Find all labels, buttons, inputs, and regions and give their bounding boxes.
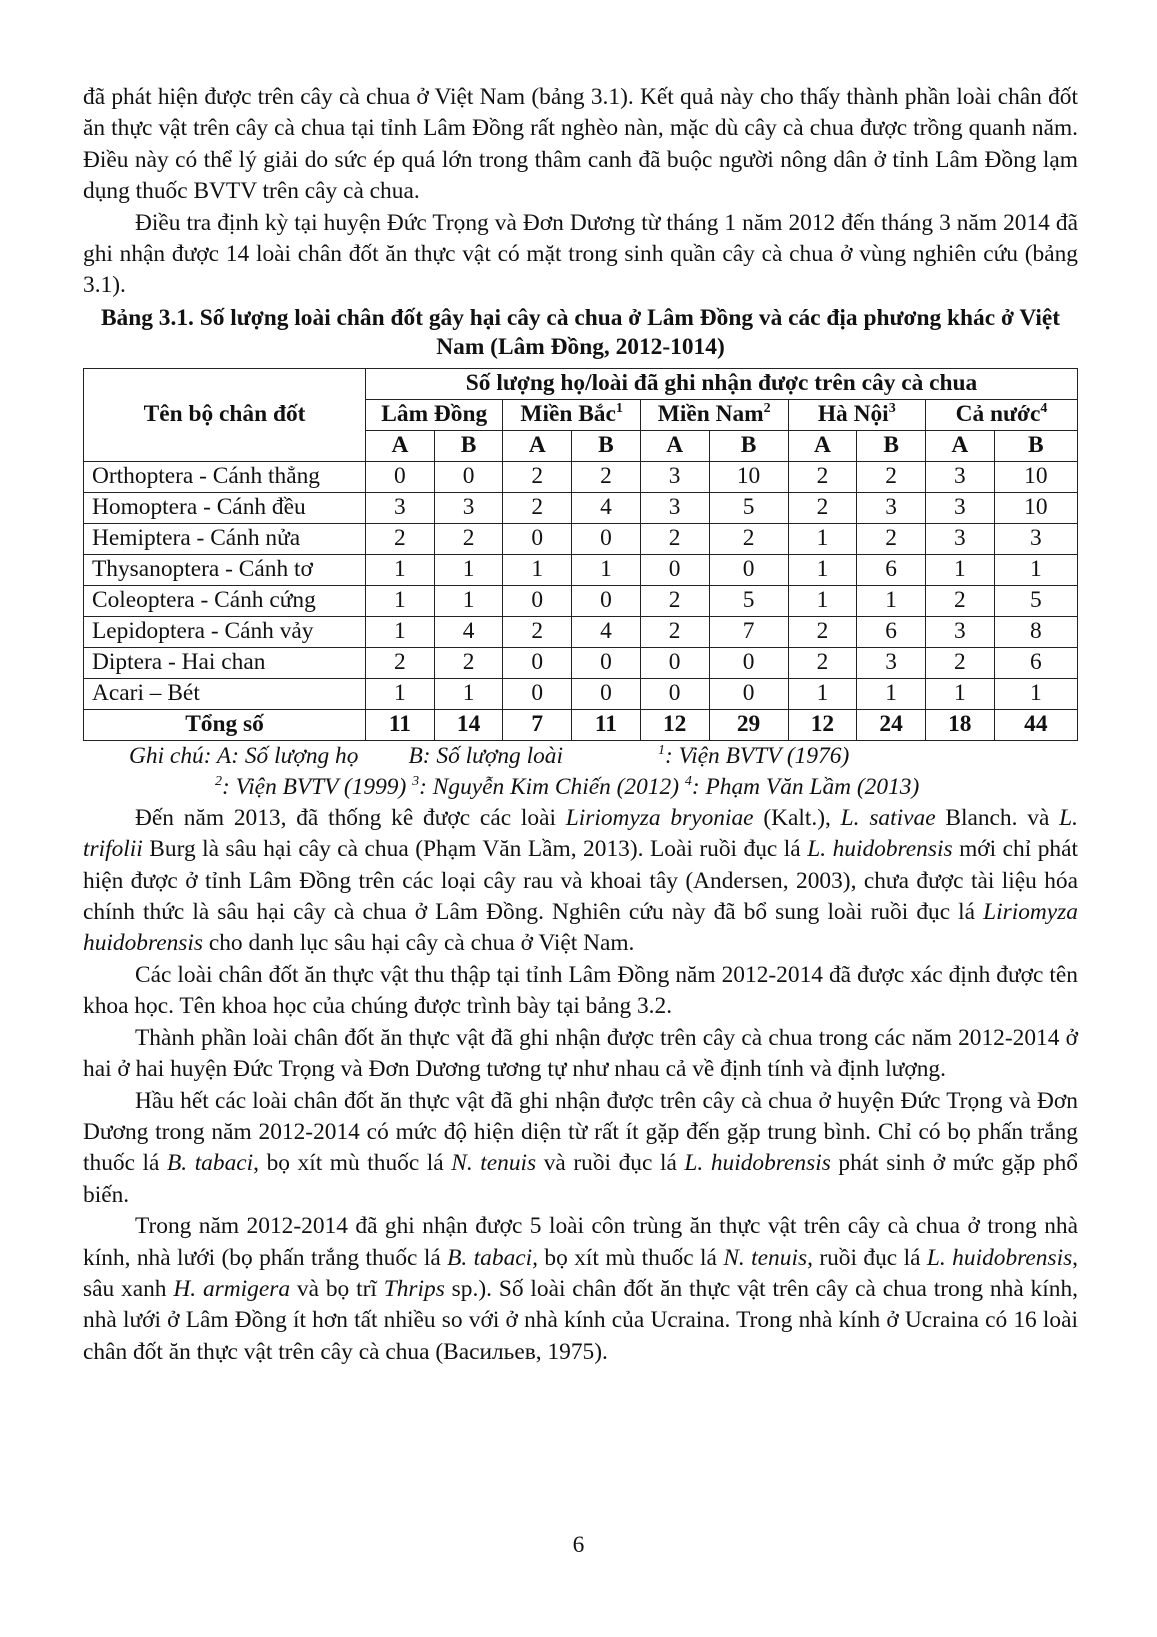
- region-header: Miền Nam$^2$: [640, 399, 788, 430]
- table-cell: 3: [640, 492, 709, 523]
- table-cell: 12: [788, 709, 857, 740]
- table-cell: 6: [994, 647, 1077, 678]
- table-cell: 2: [503, 492, 572, 523]
- table-cell: 1: [366, 554, 435, 585]
- table-cell: 0: [640, 647, 709, 678]
- row-name: Homoptera - Cánh đều: [84, 492, 366, 523]
- table-cell: 7: [503, 709, 572, 740]
- table-cell: 3: [857, 492, 926, 523]
- table-body: [84, 461, 1078, 740]
- table-cell: 1: [788, 554, 857, 585]
- table-cell: 1: [925, 554, 994, 585]
- table-cell: 1: [994, 554, 1077, 585]
- paragraph-composition: Thành phần loài chân đốt ăn thực vật đã ghi nhận được trên cây cà chua trong các năm 2012-2014 ở hai ở hai huyện Đức Trọng và Đơn Dương tương tự như nhau cả về định tính và định lượng.: [83, 1024, 1078, 1083]
- table-cell: 2: [640, 523, 709, 554]
- table-cell: 5: [994, 585, 1077, 616]
- table-caption: Bảng 3.1. Số lượng loài chân đốt gây hại cây cà chua ở Lâm Đồng và các địa phương khác ở Việt Nam (Lâm Đồng, 2012-1014): [100, 304, 1061, 360]
- table-cell: 3: [925, 461, 994, 492]
- table-cell: 0: [503, 523, 572, 554]
- table-row: [84, 678, 1078, 709]
- table-cell: 0: [503, 678, 572, 709]
- table-cell: 6: [857, 616, 926, 647]
- table-cell: 8: [994, 616, 1077, 647]
- table-notes: [83, 741, 1078, 803]
- table-cell: 0: [640, 554, 709, 585]
- table-cell: 4: [434, 616, 503, 647]
- row-name: Lepidoptera - Cánh vảy: [84, 616, 366, 647]
- table-cell: 2: [640, 585, 709, 616]
- region-header: Miền Bắc$^1$: [503, 399, 640, 430]
- table-row: [84, 461, 1078, 492]
- table-cell: 44: [994, 709, 1077, 740]
- table-cell: 14: [434, 709, 503, 740]
- table-cell: 0: [434, 461, 503, 492]
- table-cell: 2: [788, 461, 857, 492]
- species-count-table: [83, 368, 1078, 741]
- table-cell: 5: [709, 585, 788, 616]
- paragraph-liriomyza: Đến năm 2013, đã thống kê được các loài Liriomyza bryoniae (Kalt.), L. sativae Blanch. và L. trifolii Burg là sâu hại cây cà chua (Phạm Văn Lầm, 2013). Loài ruồi đục lá L. huidobrensis mới chỉ phát hiện được ở tỉnh Lâm Đồng trên các loại cây rau và khoai tây (Andersen, 2003), chưa được tài liệu hóa chính thức là sâu hại cây cà chua ở Lâm Đồng. Nghiên cứu này đã bổ sung loài ruồi đục lá Liriomyza huidobrensis cho danh lục sâu hại cây cà chua ở Việt Nam.: [83, 804, 1078, 957]
- table-cell: 18: [925, 709, 994, 740]
- table-cell: 3: [925, 523, 994, 554]
- table-cell: 2: [788, 616, 857, 647]
- table-cell: 11: [572, 709, 641, 740]
- sub-header: B: [434, 430, 503, 461]
- note-line-1: [83, 741, 1078, 772]
- sub-header: A: [788, 430, 857, 461]
- sub-header: A: [503, 430, 572, 461]
- table-cell: 1: [366, 585, 435, 616]
- table-cell: 0: [709, 678, 788, 709]
- sub-header: B: [572, 430, 641, 461]
- table-cell: 3: [366, 492, 435, 523]
- table-cell: 7: [709, 616, 788, 647]
- table-cell: 1: [925, 678, 994, 709]
- table-cell: 0: [503, 647, 572, 678]
- sub-header: A: [366, 430, 435, 461]
- sub-header: B: [709, 430, 788, 461]
- row-name: Thysanoptera - Cánh tơ: [84, 554, 366, 585]
- table-cell: 1: [788, 678, 857, 709]
- table-cell: 2: [572, 461, 641, 492]
- note-ref-3: : Nguyễn Kim Chiến (2012): [419, 773, 679, 800]
- table-cell: 1: [434, 554, 503, 585]
- note-sup-2: 2: [215, 773, 222, 789]
- note-sup-3: 3: [412, 773, 420, 789]
- table-cell: 3: [640, 461, 709, 492]
- table-cell: 4: [572, 616, 641, 647]
- table-cell: 10: [709, 461, 788, 492]
- sub-header: B: [857, 430, 926, 461]
- table-cell: 29: [709, 709, 788, 740]
- table-row: [84, 585, 1078, 616]
- table-cell: 2: [788, 492, 857, 523]
- table-cell: 1: [434, 585, 503, 616]
- header-group: Số lượng họ/loài đã ghi nhận được trên cây cà chua: [366, 368, 1078, 399]
- region-header: Cả nước$^4$: [925, 399, 1077, 430]
- table-cell: 2: [434, 523, 503, 554]
- table-cell: 3: [434, 492, 503, 523]
- sub-header: A: [925, 430, 994, 461]
- table-cell: 0: [572, 585, 641, 616]
- table-cell: 0: [572, 678, 641, 709]
- region-header: Lâm Đồng: [366, 399, 503, 430]
- table-cell: 0: [709, 647, 788, 678]
- table-cell: 2: [503, 461, 572, 492]
- row-name: Hemiptera - Cánh nửa: [84, 523, 366, 554]
- table-cell: 2: [434, 647, 503, 678]
- table-cell: 1: [788, 585, 857, 616]
- table-cell: 4: [572, 492, 641, 523]
- table-cell: 1: [366, 616, 435, 647]
- region-header: Hà Nội$^3$: [788, 399, 925, 430]
- table-row: [84, 647, 1078, 678]
- sub-header: B: [994, 430, 1077, 461]
- total-row: [84, 709, 1078, 740]
- sub-header: A: [640, 430, 709, 461]
- paragraph-identification: Các loài chân đốt ăn thực vật thu thập tại tỉnh Lâm Đồng năm 2012-2014 đã được xác định được tên khoa học. Tên khoa học của chúng được trình bày tại bảng 3.2.: [83, 961, 1078, 1020]
- paragraph-intro-continued: đã phát hiện được trên cây cà chua ở Việt Nam (bảng 3.1). Kết quả này cho thấy thành phần loài chân đốt ăn thực vật trên cây cà chua tại tỉnh Lâm Đồng rất nghèo nàn, mặc dù cây cà chua được trồng quanh năm. Điều này có thể lý giải do sức ép quá lớn trong thâm canh đã buộc người nông dân ở tỉnh Lâm Đồng lạm dụng thuốc BVTV trên cây cà chua.: [83, 84, 1078, 205]
- table-row: [84, 616, 1078, 647]
- row-name: Coleoptera - Cánh cứng: [84, 585, 366, 616]
- table-cell: 0: [640, 678, 709, 709]
- document-page: [83, 82, 1078, 1368]
- table-cell: 5: [709, 492, 788, 523]
- table-cell: 0: [503, 585, 572, 616]
- table-cell: 10: [994, 492, 1077, 523]
- table-cell: 2: [788, 647, 857, 678]
- table-cell: 0: [366, 461, 435, 492]
- table-cell: 2: [857, 461, 926, 492]
- table-cell: 2: [366, 523, 435, 554]
- row-name: Tổng số: [84, 709, 366, 740]
- table-cell: 0: [572, 647, 641, 678]
- table-cell: 1: [788, 523, 857, 554]
- note-b: B: Số lượng loài: [408, 742, 563, 769]
- row-name: Orthoptera - Cánh thẳng: [84, 461, 366, 492]
- note-line-2: [83, 772, 1078, 803]
- table-cell: 2: [709, 523, 788, 554]
- table-cell: 10: [994, 461, 1077, 492]
- row-name: Diptera - Hai chan: [84, 647, 366, 678]
- note-a: Ghi chú: A: Số lượng họ: [129, 742, 359, 769]
- table-cell: 1: [857, 678, 926, 709]
- table-cell: 1: [434, 678, 503, 709]
- table-cell: 2: [640, 616, 709, 647]
- note-sup-1: 1: [657, 742, 665, 758]
- table-cell: 2: [503, 616, 572, 647]
- table-cell: 1: [857, 585, 926, 616]
- table-cell: 0: [709, 554, 788, 585]
- table-cell: 1: [994, 678, 1077, 709]
- note-ref-2: : Viện BVTV (1999): [222, 773, 407, 800]
- table-cell: 2: [857, 523, 926, 554]
- table-cell: 6: [857, 554, 926, 585]
- paragraph-survey: Điều tra định kỳ tại huyện Đức Trọng và Đơn Dương từ tháng 1 năm 2012 đến tháng 3 năm 2014 đã ghi nhận được 14 loài chân đốt ăn thực vật có mặt trong sinh quần cây cà chua ở vùng nghiên cứu (bảng 3.1).: [83, 209, 1078, 299]
- row-name: Acari – Bét: [84, 678, 366, 709]
- table-cell: 24: [857, 709, 926, 740]
- table-row: [84, 492, 1078, 523]
- note-ref-4: : Phạm Văn Lầm (2013): [691, 773, 920, 800]
- table-cell: 3: [857, 647, 926, 678]
- note-ref-1: : Viện BVTV (1976): [664, 742, 850, 769]
- table-cell: 0: [572, 523, 641, 554]
- table-cell: 12: [640, 709, 709, 740]
- table-cell: 3: [925, 616, 994, 647]
- table-cell: 1: [572, 554, 641, 585]
- table-cell: 1: [366, 678, 435, 709]
- table-row: [84, 554, 1078, 585]
- table-cell: 2: [925, 585, 994, 616]
- table-cell: 3: [925, 492, 994, 523]
- page-number: 6: [572, 1532, 585, 1558]
- table-cell: 2: [366, 647, 435, 678]
- note-sup-4: 4: [684, 773, 692, 789]
- header-order: Tên bộ chân đốt: [84, 368, 366, 461]
- table-cell: 3: [994, 523, 1077, 554]
- paragraph-frequency: Hầu hết các loài chân đốt ăn thực vật đã ghi nhận được trên cây cà chua ở huyện Đức Trọng và Đơn Dương trong năm 2012-2014 có mức độ hiện diện từ rất ít gặp đến gặp trung bình. Chỉ có bọ phấn trắng thuốc lá B. tabaci, bọ xít mù thuốc lá N. tenuis và ruồi đục lá L. huidobrensis phát sinh ở mức gặp phổ biến.: [83, 1087, 1078, 1208]
- table-cell: 1: [503, 554, 572, 585]
- table-cell: 11: [366, 709, 435, 740]
- table-cell: 2: [925, 647, 994, 678]
- table-row: [84, 523, 1078, 554]
- paragraph-greenhouse: Trong năm 2012-2014 đã ghi nhận được 5 loài côn trùng ăn thực vật trên cây cà chua ở trong nhà kính, nhà lưới (bọ phấn trắng thuốc lá B. tabaci, bọ xít mù thuốc lá N. tenuis, ruồi đục lá L. huidobrensis, sâu xanh H. armigera và bọ trĩ Thrips sp.). Số loài chân đốt ăn thực vật trên cây cà chua trong nhà kính, nhà lưới ở Lâm Đồng ít hơn tất nhiều so với ở nhà kính của Ucraina. Trong nhà kính ở Ucraina có 16 loài chân đốt ăn thực vật trên cây cà chua (Васильев, 1975).: [83, 1213, 1079, 1365]
